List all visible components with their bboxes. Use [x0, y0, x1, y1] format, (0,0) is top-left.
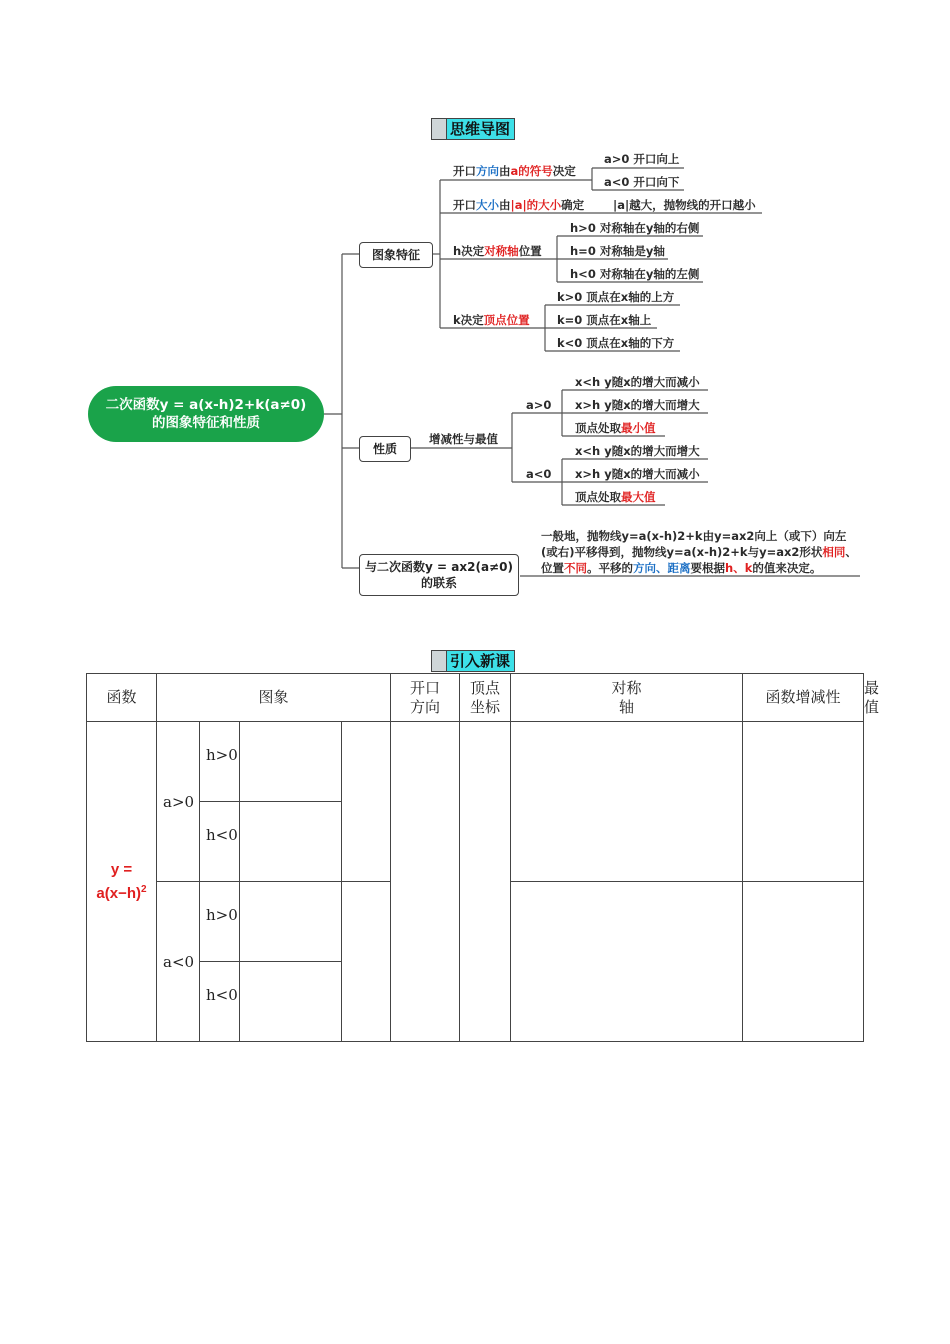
th-vertex [460, 674, 511, 722]
th-monotonic [743, 674, 864, 722]
fos-p2: 大小 [476, 198, 499, 212]
th-function [87, 674, 157, 722]
th-graph-text: 图象 [258, 688, 289, 706]
rl3-p3: 。平移的 [587, 561, 633, 575]
leaf-apos-3 [575, 421, 656, 435]
root-line2: 的图象特征和性质 [152, 415, 260, 431]
leaf-a-pos-up: a>0 开口向上 [604, 152, 680, 166]
cell-vertex[interactable] [391, 722, 460, 1042]
relation-line3 [541, 560, 857, 576]
th-monotonic-text: 函数增减性 [765, 688, 841, 706]
fos-p3: 由 [499, 198, 511, 212]
prop-a-pos: a>0 [526, 398, 552, 412]
cell-extreme-aneg[interactable] [743, 882, 864, 1042]
fax-p3: 位置 [518, 244, 542, 258]
cell-h-neg-1 [200, 802, 240, 882]
rl3-p2: 不同 [564, 561, 587, 575]
fax-p2: 对称轴 [484, 244, 519, 258]
fos-p5: 确定 [561, 198, 585, 212]
root-line1: 二次函数y = a(x-h)2+k(a≠0) [105, 397, 307, 413]
mindmap-root [88, 386, 324, 442]
h-pos-1-text: h>0 [206, 746, 238, 764]
node-features [359, 242, 433, 268]
th-axis [511, 674, 743, 722]
leaf-h-neg: h<0 对称轴在y轴的左侧 [570, 267, 700, 281]
cell-graph-4[interactable] [240, 962, 342, 1042]
cell-h-neg-2 [200, 962, 240, 1042]
th-extreme-text: 最值 [864, 678, 880, 716]
th-axis-l2: 轴 [619, 697, 635, 716]
leaf-k-pos: k>0 顶点在x轴的上方 [557, 290, 675, 304]
rl3-p1: 位置 [541, 561, 564, 575]
a-pos-text: a>0 [163, 792, 195, 811]
lesson-title-text: 引入新课 [450, 652, 511, 670]
rl3-p4: 方向 [633, 561, 656, 575]
table-header-row [87, 674, 864, 722]
feature-opening-size [453, 198, 584, 212]
th-function-text: 函数 [106, 688, 137, 706]
cell-monotonic-apos[interactable] [511, 722, 743, 882]
leaf-k-zero: k=0 顶点在x轴上 [557, 313, 652, 327]
prop-a-neg: a<0 [526, 467, 552, 481]
leaf-aneg-3 [575, 490, 656, 504]
th-vertex-l1: 顶点 [470, 678, 501, 697]
cell-graph-3[interactable] [240, 882, 342, 962]
node-relation-line2: 的联系 [420, 576, 457, 590]
th-graph [157, 674, 391, 722]
cell-axis[interactable] [460, 722, 511, 1042]
cell-function [87, 722, 157, 1042]
h-neg-2-text: h<0 [206, 986, 238, 1004]
leaf-k-neg: k<0 顶点在x轴的下方 [557, 336, 675, 350]
node-features-label: 图象特征 [371, 248, 420, 262]
fvx-p2: 顶点位置 [483, 313, 530, 327]
node-relation [359, 554, 519, 596]
cell-h-pos-2 [200, 882, 240, 962]
th-vertex-l2: 坐标 [470, 697, 501, 716]
leaf-h-zero: h=0 对称轴是y轴 [570, 244, 665, 258]
a-neg-text: a<0 [163, 952, 195, 971]
leaf-aneg-2: x>h y随x的增大而减小 [575, 467, 700, 481]
fod-p4: a的符号 [510, 164, 553, 178]
rl2-p2: 相同 [822, 545, 846, 559]
feature-opening-direction [453, 164, 576, 178]
h-pos-2-text: h>0 [206, 906, 238, 924]
cell-a-neg [157, 882, 200, 1042]
rl3-p6: 距离 [667, 561, 691, 575]
rl2-p1: (或右)平移得到，抛物线y=a(x-h)2+k与y=ax2形状 [541, 545, 823, 559]
cell-h-pos-1 [200, 722, 240, 802]
leaf-abs-a: |a|越大，抛物线的开口越小 [613, 198, 756, 212]
relation-text [541, 528, 857, 576]
rl2-p3: 、 [845, 545, 857, 559]
node-properties-label: 性质 [372, 442, 397, 456]
node-relation-line1: 与二次函数y = ax2(a≠0) [365, 560, 513, 574]
fod-p3: 由 [499, 164, 511, 178]
function-body: a(x−h) [96, 884, 142, 902]
rl3-p7: 要根据 [690, 561, 725, 575]
fvx-p1: k决定 [453, 313, 484, 327]
cell-opening-apos[interactable] [342, 722, 391, 882]
node-properties [359, 436, 411, 462]
mindmap-title-text: 思维导图 [450, 120, 511, 138]
feature-axis [453, 244, 542, 258]
leaf-aneg-3-p1: 顶点处取 [575, 490, 621, 504]
leaf-apos-3-p1: 顶点处取 [575, 421, 621, 435]
th-axis-l1: 对称 [611, 678, 642, 697]
fos-p4: |a|的大小 [510, 198, 562, 212]
cell-graph-2[interactable] [240, 802, 342, 882]
lesson-title [431, 650, 515, 672]
th-opening-l2: 方向 [410, 697, 441, 716]
prop-sub-label: 增减性与最值 [429, 432, 498, 446]
cell-opening-aneg[interactable] [342, 882, 391, 1042]
cell-a-pos [157, 722, 200, 882]
cell-extreme-apos[interactable] [743, 722, 864, 882]
leaf-h-pos: h>0 对称轴在y轴的右侧 [570, 221, 700, 235]
th-opening-l1: 开口 [410, 678, 441, 697]
fod-p1: 开口 [453, 164, 476, 178]
fax-p1: h决定 [453, 244, 485, 258]
fod-p2: 方向 [476, 164, 499, 178]
rl3-p11: 的值来决定。 [752, 561, 822, 575]
th-opening [391, 674, 460, 722]
leaf-apos-2: x>h y随x的增大而增大 [575, 398, 700, 412]
table-row [87, 722, 864, 802]
h-neg-1-text: h<0 [206, 826, 238, 844]
leaf-aneg-1: x<h y随x的增大而增大 [575, 444, 700, 458]
fod-p5: 决定 [552, 164, 576, 178]
rl3-p9: 、 [733, 561, 745, 575]
relation-line2 [541, 544, 857, 560]
rl3-p10: k [744, 561, 753, 575]
leaf-apos-1: x<h y随x的增大而减小 [575, 375, 700, 389]
leaf-apos-3-p2: 最小值 [621, 421, 656, 435]
fos-p1: 开口 [453, 198, 476, 212]
function-line1: y = [110, 860, 133, 878]
function-exp: 2 [141, 883, 147, 895]
cell-graph-1[interactable] [240, 722, 342, 802]
cell-monotonic-aneg[interactable] [511, 882, 743, 1042]
lesson-table [86, 673, 880, 1042]
rl3-p5: 、 [656, 561, 668, 575]
rl3-p8: h [725, 561, 734, 575]
leaf-a-neg-down: a<0 开口向下 [604, 175, 680, 189]
relation-line1: 一般地，抛物线y=a(x-h)2+k由y=ax2向上（或下）向左 [541, 529, 847, 543]
leaf-aneg-3-p2: 最大值 [621, 490, 656, 504]
function-line2 [87, 880, 156, 904]
feature-vertex [453, 313, 530, 327]
